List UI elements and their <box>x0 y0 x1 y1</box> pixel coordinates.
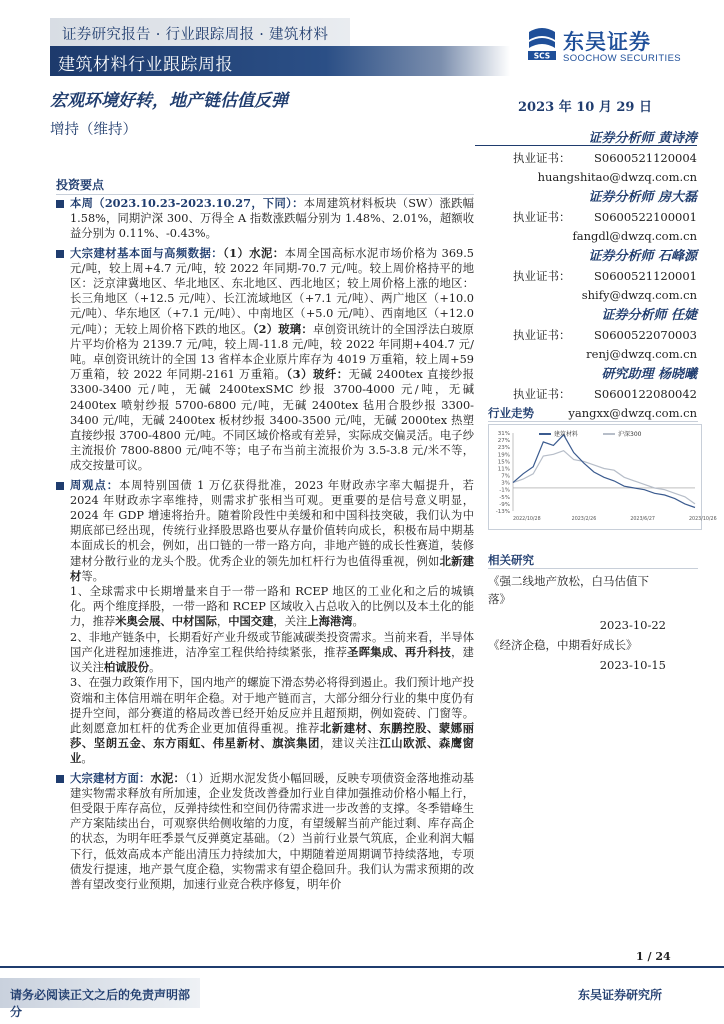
analyst-cert: 执业证书： S0600521120004 <box>513 151 697 165</box>
related-title: 相关研究 <box>488 553 534 567</box>
trend-title: 行业走势 <box>488 406 534 420</box>
x-tick-label: 2023/2/26 <box>571 517 597 522</box>
trend-chart-svg <box>489 425 717 529</box>
paragraph-weekly-view: 周观点：本周特别国债 1 万亿获得批准，2023 年财政赤字率大幅提升，若 2024 年财政赤字率维持，则需求扩张相当可观。更重要的是信号意义明显，2024 年 GDP 增速将抬升。随着阶段性中美缓和和中国科技突破，我们认为中期底部已经出现，传统行业择股思路也要从存量价值转向成长，积极布局中期基本面成长的机会，例如，出口链的一带一路方向，非地产链的成长性赛道，装修建材分散行业的龙头个股。优秀企业的领先加杠杆行为也值得重视，例如北新建材等。 1、全球需求中长期增量来自于一带一路和 RCEP 地区的工业化和之后的城镇化。两个维度择股，一带一路和 RCEP 区域收入占总收入的比例以及本土化的能力，推荐米奥会展、中材国际，中国交建，关注上海港湾。 2、非地产链条中，长期看好产业升级或节能减碳类投资需求。当前来看，半导体国产化进程加速推进，洁净室工程供给持续紧张，推荐圣晖集成、再升科技，建议关注柏诚股份。 3、在强力政策作用下，国内地产的螺旋下滑态势必将得到遏止。我们预计地产投资端和主体信用端在明年企稳。对于地产链而言，大部分细分行业的集中度仍有提升空间，部分赛道的格局改善已经开始反应并且超预期，例如瓷砖、门窗等。此刻愿意加杠杆的优秀企业更加值得重视。推荐北新建材、东鹏控股、蒙娜丽莎、坚朗五金、东方雨虹、伟星新材、旗滨集团，建议关注江山欧派、森鹰窗业。 <box>56 478 474 767</box>
paragraph-fundamentals: 大宗建材基本面与高频数据：（1）水泥：本周全国高标水泥市场价格为 369.5 元/吨，较上周+4.7 元/吨，较 2022 年同期-70.7 元/吨。较上周价格持平的地区：泛京津冀地区、华北地区、东北地区、西北地区；较上周价格上涨的地区：长三角地区（+12.5 元/吨）、长江流域地区（+7.1 元/吨）、两广地区（+10.0 元/吨）、华东地区（+7.1 元/吨）、中南地区（+5.0 元/吨）、西南地区（+12.0 元/吨）；无较上周价格下跌的地区。（2）玻璃：卓创资讯统计的全国浮法白玻原片平均价格为 2139.7 元/吨，较上周-11.8 元/吨，较 2022 年同期+404.7 元/吨。卓创资讯统计的全国 13 省样本企业原片库存为 4019 万重箱，较上周+59 万重箱，较 2022 年同期-2161 万重箱。（3）玻纤：无碱 2400tex 直接纱报 3300-3400 元/吨，无碱 2400texSMC 纱报 3700-4000 元/吨，无碱 2400tex 喷射纱报 5700-6800 元/吨，无碱 2400tex 毡用合股纱报 3300-3400 元/吨，无碱 2400tex 板材纱报 3400-3500 元/吨，无碱 2000tex 热塑直接纱报 3700-4800 元/吨。不同区域价格或有差异，实际成交偏灵活。电子纱主流报价 7800-8800 元/吨不等；电子布当前主流报价为 3.5-3.8 元/米不等，成交按量可议。 <box>56 246 474 474</box>
y-tick-label: -13% <box>495 509 510 515</box>
x-tick-label: 2023/10/26 <box>689 517 717 522</box>
analyst-title: 研究助理 杨晓曦 <box>601 367 697 382</box>
y-tick-label: 7% <box>501 473 510 480</box>
y-tick-label: 27% <box>497 438 510 445</box>
analyst-cert: 执业证书： S0600522100001 <box>513 210 697 224</box>
analyst-email[interactable]: yangxx@dwzq.com.cn <box>568 406 697 420</box>
divider <box>488 421 698 422</box>
rating: 增持（维持） <box>50 122 137 138</box>
report-type-text: 建筑材料行业跟踪周报 <box>58 55 233 75</box>
key-points-title: 投资要点 <box>56 178 105 192</box>
logo-mark-icon <box>525 26 559 62</box>
analyst-title: 证券分析师 石峰源 <box>588 249 697 264</box>
y-tick-label: 3% <box>501 480 510 487</box>
paragraph-weekly: 本周（2023.10.23-2023.10.27，下同）：本周建筑材料板块（SW）涨跌幅 1.58%，同期沪深 300、万得全 A 指数涨跌幅分别为 1.48%、2.01%，超额收益分别为 0.11%、-0.43%。 <box>56 196 474 242</box>
logo-en: SOOCHOW SECURITIES <box>563 53 682 64</box>
logo-cn: 东吴证券 <box>563 30 651 54</box>
trend-chart <box>488 424 717 530</box>
related-item-date: 2023-10-22 <box>599 618 666 632</box>
analyst-cert: 执业证书： S0600522070003 <box>513 328 697 342</box>
bullet-square-icon <box>56 482 64 490</box>
category-text: 证券研究报告 · 行业跟踪周报 · 建筑材料 <box>62 27 329 43</box>
y-tick-label: 15% <box>497 459 510 466</box>
footer-rule <box>0 966 724 968</box>
svg-text:SCS: SCS <box>533 51 551 61</box>
analyst-title: 证券分析师 房大磊 <box>588 190 697 205</box>
bullet-square-icon <box>56 200 64 208</box>
key-points-body <box>56 196 474 896</box>
disclaimer-band <box>0 978 200 1019</box>
legend-label: 建筑材料 <box>554 431 579 438</box>
y-tick-label: -1% <box>499 487 510 494</box>
y-tick-label: -5% <box>499 494 510 501</box>
related-list <box>488 572 666 672</box>
analyst-email[interactable]: shify@dwzq.com.cn <box>581 288 697 302</box>
analyst-email[interactable]: fangdl@dwzq.com.cn <box>572 229 697 243</box>
legend-label: 沪深300 <box>618 431 642 438</box>
y-tick-label: 11% <box>497 466 510 473</box>
disclaimer-text: 请务必阅读正文之后的免责声明部分 <box>10 988 191 1019</box>
footer-institute: 东吴证券研究所 <box>578 988 663 1002</box>
report-date: 2023 年 10 月 29 日 <box>518 100 652 115</box>
report-type-band <box>50 46 510 76</box>
logo <box>525 26 695 66</box>
y-tick-label: 23% <box>497 445 510 452</box>
analyst-title: 证券分析师 黄诗涛 <box>588 131 697 146</box>
x-tick-label: 2022/10/28 <box>513 517 541 522</box>
series-line <box>513 435 695 508</box>
related-item-date: 2023-10-15 <box>599 658 666 672</box>
page-number: 1 / 24 <box>636 950 671 963</box>
y-tick-label: 19% <box>497 452 510 459</box>
category-band <box>50 18 350 46</box>
analyst-email[interactable]: huangshitao@dwzq.com.cn <box>537 170 697 184</box>
related-item-title[interactable]: 《经济企稳，中期看好成长》 <box>488 638 638 652</box>
y-tick-label: -9% <box>499 501 510 508</box>
headline: 宏观环境好转，地产链估值反弹 <box>50 91 288 111</box>
analyst-panel <box>475 128 697 423</box>
bullet-square-icon <box>56 250 64 258</box>
paragraph-bulk-materials: 大宗建材方面：水泥：（1）近期水泥发货小幅回暖，反映专项债资金落地推动基建实物需求释放有所加速，企业发货改善叠加行业自律加强推动价格小幅上行，但受限于库存高位，反弹持续性和空间仍待需求进一步改善的支撑。冬季错峰生产方案陆续出台，可观察供给侧收缩的力度，有望缓解当前产能过剩、库存高企的状态，为明年旺季景气反弹奠定基础。（2）当前行业景气筑底，企业利润大幅下行，低效高成本产能出清压力持续加大，中期随着逆周期调节持续落地，专项债发行提速，地产景气度企稳，实物需求有望企稳回升。我们认为需求预期的改善有望改变行业预期，加速行业竞合秩序修复，明年价 <box>56 771 474 893</box>
analyst-email[interactable]: renj@dwzq.com.cn <box>586 347 697 361</box>
related-item-title[interactable]: 《强二线地产放松，白马估值下落》 <box>488 574 649 606</box>
bullet-square-icon <box>56 775 64 783</box>
x-tick-label: 2023/6/27 <box>630 517 655 522</box>
analyst-title: 证券分析师 任婕 <box>601 308 697 323</box>
divider <box>488 568 698 569</box>
analyst-cert: 执业证书： S0600521120001 <box>513 269 697 283</box>
divider <box>56 194 474 195</box>
y-tick-label: 31% <box>497 431 510 437</box>
analyst-cert: 执业证书： S0600122080042 <box>513 387 697 401</box>
